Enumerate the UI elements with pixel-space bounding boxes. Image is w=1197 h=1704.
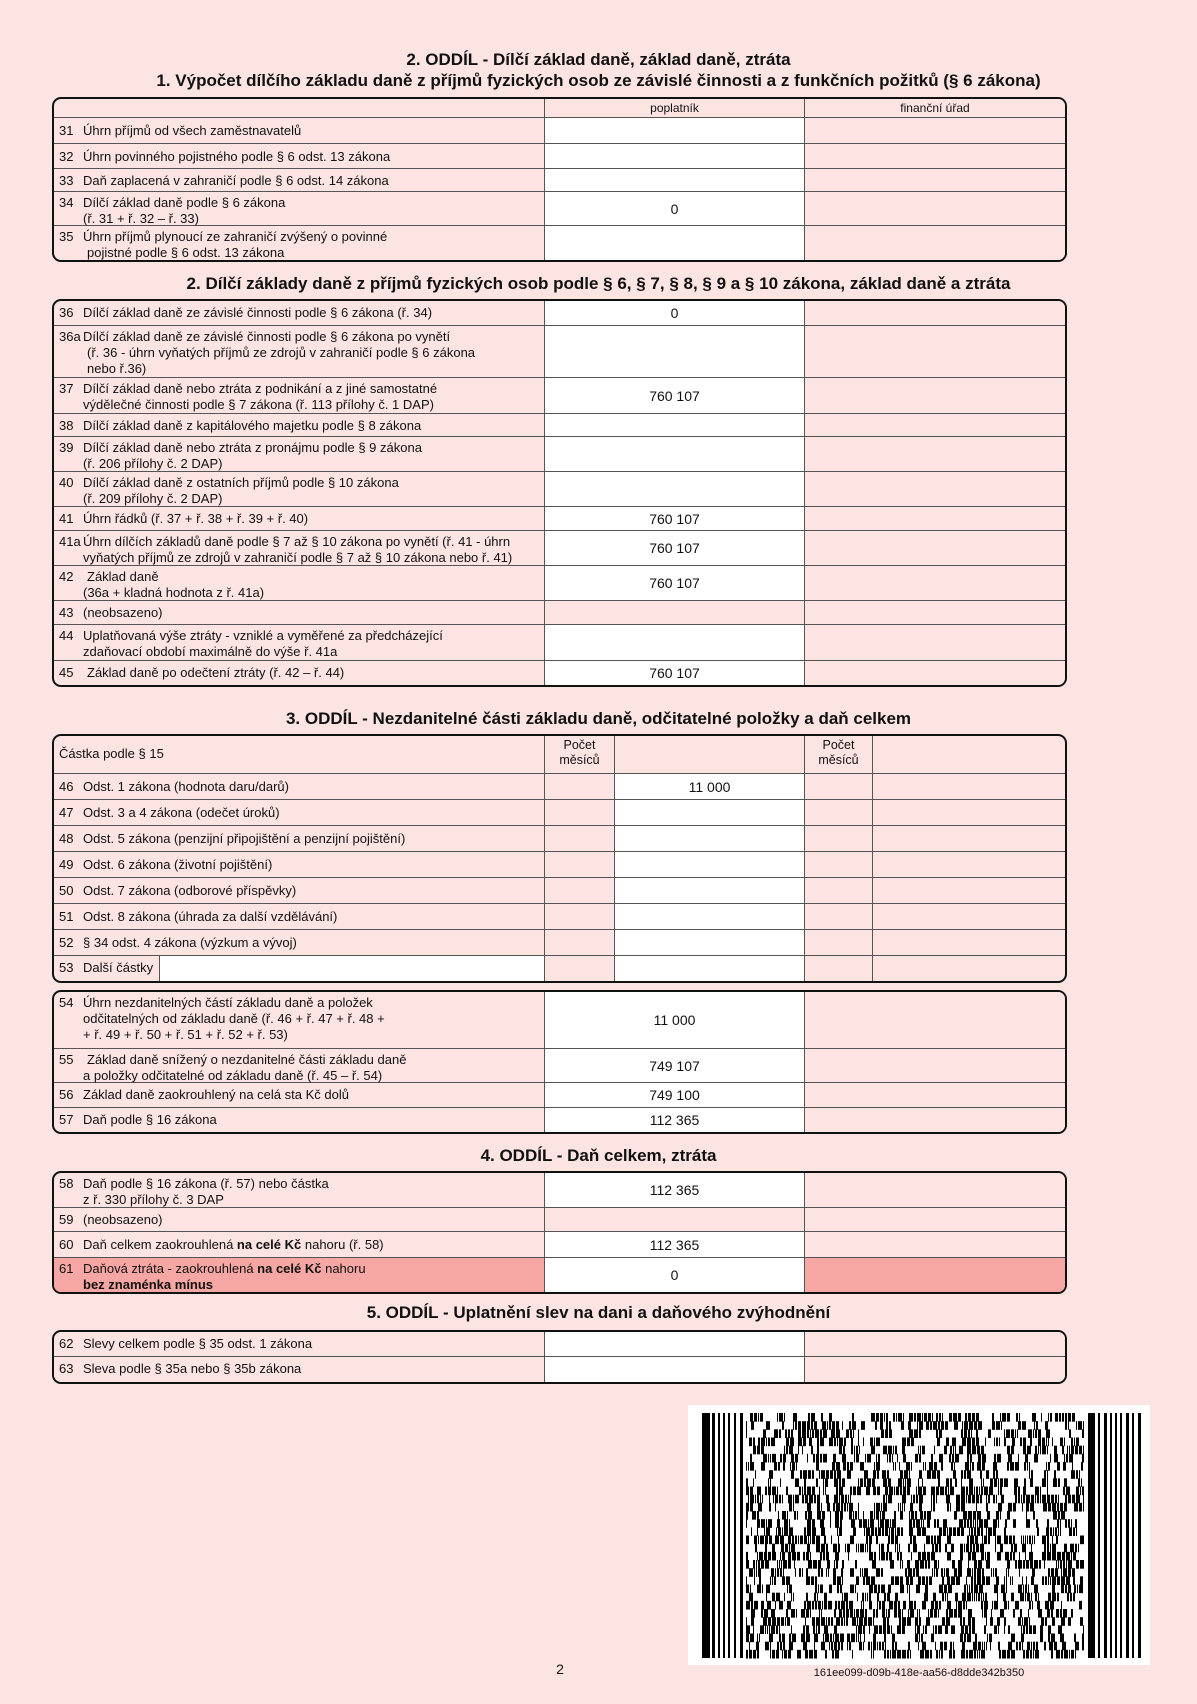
table-row: 61 Daňová ztráta - zaokrouhlená na celé Kč nahoru bez znaménka mínus 0: [54, 1258, 1065, 1292]
barcode-text: 161ee099-d09b-418e-aa56-d8dde342b350: [813, 1667, 1025, 1679]
table-row: 59 (neobsazeno): [54, 1208, 1065, 1232]
value-field[interactable]: 760 107: [544, 507, 804, 530]
table-row: 54 Úhrn nezdanitelných částí základu daně a položek odčitatelných od základu daně (ř. 46 + ř. 47 + ř. 48 + + ř. 49 + ř. 50 + ř. 51 + ř. 52 + ř. 53) 11 000: [54, 992, 1065, 1049]
value-field[interactable]: [544, 472, 804, 506]
s3-header-row: Částka podle § 15 Počet měsíců Počet měsíců: [54, 736, 1065, 774]
part2-title: 2. Dílčí základy daně z příjmů fyzických osob podle § 6, § 7, § 8, § 9 a § 10 zákona, základ daně a ztráta: [186, 274, 1011, 293]
table-row: 56 Základ daně zaokrouhlený na celá sta Kč dolů 749 100: [54, 1083, 1065, 1108]
section2-title: 2. ODDÍL - Dílčí základ daně, základ daně, ztráta: [406, 50, 791, 69]
table-row: 47 Odst. 3 a 4 zákona (odečet úroků): [54, 800, 1065, 826]
table-row: 60 Daň celkem zaokrouhlená na celé Kč nahoru (ř. 58) 112 365: [54, 1232, 1065, 1258]
value-field[interactable]: [544, 326, 804, 377]
table-row: 45 Základ daně po odečtení ztráty (ř. 42 – ř. 44) 760 107: [54, 661, 1065, 685]
table-row: 49 Odst. 6 zákona (životní pojištění): [54, 852, 1065, 878]
value-field[interactable]: [544, 1332, 804, 1356]
col-poplatnik-header: poplatník: [544, 99, 804, 117]
value-field[interactable]: 749 107: [544, 1049, 804, 1082]
other-amounts-description[interactable]: [159, 956, 544, 981]
section5-table: [52, 1330, 1067, 1384]
value-field[interactable]: 11 000: [614, 774, 804, 799]
part1-table: [52, 97, 1067, 262]
value-field[interactable]: [614, 956, 804, 981]
table-row: 41 Úhrn řádků (ř. 37 + ř. 38 + ř. 39 + ř. 40) 760 107: [54, 507, 1065, 531]
table-row: 38 Dílčí základ daně z kapitálového majetku podle § 8 zákona: [54, 414, 1065, 437]
section3-table: [52, 734, 1067, 983]
value-field[interactable]: [614, 904, 804, 929]
value-field[interactable]: [544, 169, 804, 191]
table-row: 55 Základ daně snížený o nezdanitelné části základu daně a položky odčitatelné od základu daně (ř. 45 – ř. 54) 749 107: [54, 1049, 1065, 1083]
table-row: 57 Daň podle § 16 zákona 112 365: [54, 1108, 1065, 1132]
table-row: 36a Dílčí základ daně ze závislé činnosti podle § 6 zákona po vynětí (ř. 36 - úhrn vyňatých příjmů ze zdrojů v zahraničí podle § 6 zákona nebo ř.36): [54, 326, 1065, 378]
section4-title: 4. ODDÍL - Daň celkem, ztráta: [480, 1146, 717, 1165]
table-row: 32 Úhrn povinného pojistného podle § 6 odst. 13 zákona: [54, 144, 1065, 169]
table-row: 52 § 34 odst. 4 zákona (výzkum a vývoj): [54, 930, 1065, 956]
value-field[interactable]: 112 365: [544, 1173, 804, 1207]
table-row: 41a Úhrn dílčích základů daně podle § 7 až § 10 zákona po vynětí (ř. 41 - úhrn vyňatých příjmů ze zdrojů v zahraničí podle § 7 až § 10 zákona nebo ř. 41) 760 107: [54, 531, 1065, 566]
table-row: 46 Odst. 1 zákona (hodnota daru/darů) 11 000: [54, 774, 1065, 800]
value-field[interactable]: [544, 144, 804, 168]
value-field[interactable]: 11 000: [544, 992, 804, 1048]
value-field[interactable]: [544, 118, 804, 143]
value-field[interactable]: [614, 878, 804, 903]
table-row: 36 Dílčí základ daně ze závislé činnosti podle § 6 zákona (ř. 34) 0: [54, 301, 1065, 326]
col-urad-header: finanční úřad: [804, 99, 1065, 117]
value-field[interactable]: 760 107: [544, 531, 804, 565]
table-row: 62 Slevy celkem podle § 35 odst. 1 zákona: [54, 1332, 1065, 1357]
value-field[interactable]: [544, 1357, 804, 1382]
value-field[interactable]: [544, 414, 804, 436]
value-field[interactable]: [544, 226, 804, 260]
value-field[interactable]: [614, 930, 804, 955]
section5-title: 5. ODDÍL - Uplatnění slev na dani a daňového zvýhodnění: [366, 1303, 831, 1322]
section4-table: [52, 1171, 1067, 1294]
value-field[interactable]: 760 107: [544, 378, 804, 413]
part2-table: [52, 299, 1067, 687]
table-row: 35 Úhrn příjmů plynoucí ze zahraničí zvýšený o povinné pojistné podle § 6 odst. 13 zákona: [54, 226, 1065, 260]
table-row: 39 Dílčí základ daně nebo ztráta z pronájmu podle § 9 zákona (ř. 206 přílohy č. 2 DAP): [54, 437, 1065, 472]
value-field[interactable]: [544, 625, 804, 660]
page-number: 2: [556, 1661, 564, 1677]
table-row: 33 Daň zaplacená v zahraničí podle § 6 odst. 14 zákona: [54, 169, 1065, 192]
table-row: 58 Daň podle § 16 zákona (ř. 57) nebo částka z ř. 330 přílohy č. 3 DAP 112 365: [54, 1173, 1065, 1208]
section3-title: 3. ODDÍL - Nezdanitelné části základu daně, odčitatelné položky a daň celkem: [285, 709, 912, 728]
barcode-image: [688, 1405, 1150, 1665]
table-row: 44 Uplatňovaná výše ztráty - vzniklé a vyměřené za předcházející zdaňovací období maximálně do výše ř. 41a: [54, 625, 1065, 661]
value-field[interactable]: [544, 437, 804, 471]
value-field: [544, 1208, 804, 1231]
value-field[interactable]: [614, 800, 804, 825]
s3-header-label: Částka podle § 15: [59, 746, 164, 761]
table-row: 48 Odst. 5 zákona (penzijní připojištění a penzijní pojištění): [54, 826, 1065, 852]
value-field: [544, 601, 804, 624]
table-row: 50 Odst. 7 zákona (odborové příspěvky): [54, 878, 1065, 904]
value-field[interactable]: 760 107: [544, 566, 804, 600]
table-row: 34 Dílčí základ daně podle § 6 zákona (ř. 31 + ř. 32 – ř. 33) 0: [54, 192, 1065, 226]
value-field[interactable]: 0: [544, 1258, 804, 1292]
barcode-graphic: [688, 1405, 1150, 1665]
table-row: 51 Odst. 8 zákona (úhrada za další vzdělávání): [54, 904, 1065, 930]
value-field[interactable]: 760 107: [544, 661, 804, 685]
table-row: 53 Další částky: [54, 956, 1065, 981]
value-field[interactable]: [614, 826, 804, 851]
section3b-table: [52, 990, 1067, 1134]
table-row: 31 Úhrn příjmů od všech zaměstnavatelů: [54, 118, 1065, 144]
table-row: 37 Dílčí základ daně nebo ztráta z podnikání a z jiné samostatné výdělečné činnosti podle § 7 zákona (ř. 113 přílohy č. 1 DAP) 760 107: [54, 378, 1065, 414]
value-field[interactable]: 0: [544, 301, 804, 325]
value-field[interactable]: 112 365: [544, 1108, 804, 1132]
table-row: 63 Sleva podle § 35a nebo § 35b zákona: [54, 1357, 1065, 1382]
table-row: 42 Základ daně (36a + kladná hodnota z ř. 41a) 760 107: [54, 566, 1065, 601]
part1-header-row: [54, 99, 1065, 118]
value-field[interactable]: 112 365: [544, 1232, 804, 1257]
part1-title: 1. Výpočet dílčího základu daně z příjmů fyzických osob ze závislé činnosti a z funkčních požitků (§ 6 zákona): [156, 71, 1041, 90]
value-field[interactable]: [614, 852, 804, 877]
table-row: 43 (neobsazeno): [54, 601, 1065, 625]
value-field[interactable]: 749 100: [544, 1083, 804, 1107]
value-field[interactable]: 0: [544, 192, 804, 225]
table-row: 40 Dílčí základ daně z ostatních příjmů podle § 10 zákona (ř. 209 přílohy č. 2 DAP): [54, 472, 1065, 507]
